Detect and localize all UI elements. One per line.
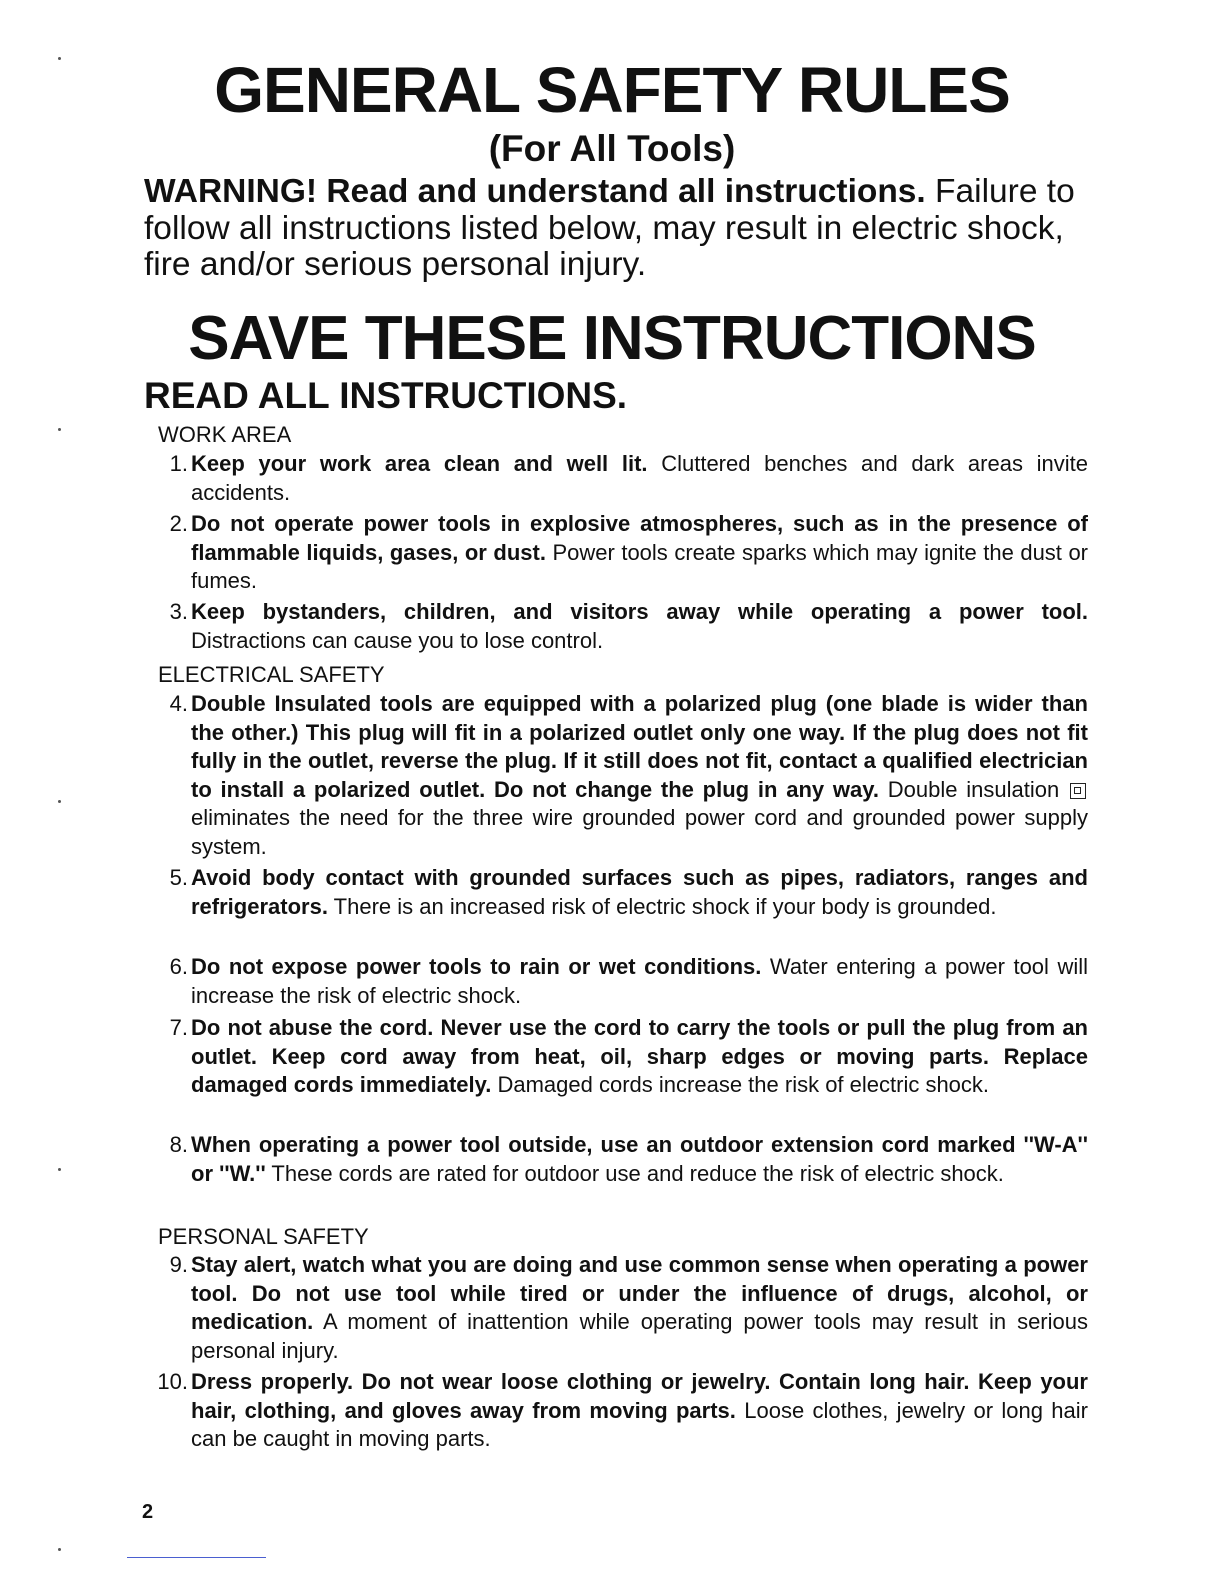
rule-plain-text: There is an increased risk of electric shock if your body is grounded. (327, 893, 997, 919)
rule-plain-text: A moment of inattention while operating power tools may result in serious personal injury. (191, 1309, 1088, 1363)
rule-number: 1. (169, 451, 188, 476)
scan-speck (58, 1548, 61, 1551)
rule-number: 10. (157, 1369, 188, 1394)
rule-text (191, 1251, 1088, 1365)
scan-speck (58, 428, 61, 431)
rule-text (191, 510, 1088, 596)
rule-bold-text: When operating a power tool outside, use an outdoor extension cord marked ''W-A'' or ''W.'' (191, 1132, 1088, 1186)
rule-bold-text: Do not expose power tools to rain or wet conditions. (191, 954, 762, 979)
page-title: GENERAL SAFETY RULES (214, 54, 1010, 126)
rule-bold-text: Dress properly. Do not wear loose clothing or jewelry. Contain long hair. Keep your hair, clothing, and gloves away from moving parts. (191, 1369, 1088, 1423)
warning-paragraph (144, 174, 1089, 284)
double-insulation-icon (1070, 783, 1086, 799)
rule-number: 4. (169, 691, 188, 716)
rule-number: 3. (169, 599, 188, 624)
rule-bold-text: Stay alert, watch what you are doing and use common sense when operating a power tool. Do not use tool while tired or under the influence of drugs, alcohol, or medication. (191, 1252, 1088, 1334)
section-heading-electrical-safety: ELECTRICAL SAFETY (158, 662, 385, 687)
warning-text: Failure to follow all instructions listed below, may result in electric shock, fire and/or serious personal injury. (144, 173, 1075, 283)
rule-plain-text: Power tools create sparks which may ignite the dust or fumes. (191, 539, 1089, 593)
rule-text (191, 450, 1088, 507)
rule-number: 6. (169, 954, 188, 979)
rule-plain-text: Water entering a power tool will increase the risk of electric shock. (191, 954, 1088, 1008)
rule-text (191, 690, 1088, 861)
rule-bold-text: Do not operate power tools in explosive atmospheres, such as in the presence of flammable liquids, gases, or dust. (191, 511, 1088, 565)
rule-bold-text: Double Insulated tools are equipped with a polarized plug (one blade is wider than the other.) This plug will fit in a polarized outlet only one way. If the plug does not fit fully in the outlet, reverse the plug. If it still does not fit, contact a qualified electrician to install a polarized outlet. Do not change the plug in any way. (191, 691, 1088, 802)
section-heading-personal-safety: PERSONAL SAFETY (158, 1224, 369, 1249)
scan-speck (58, 800, 61, 803)
footer-rule (127, 1557, 266, 1558)
rule-plain-text-continued: eliminates the need for the three wire grounded power cord and grounded power supply system. (191, 805, 1088, 859)
scan-speck (58, 1168, 61, 1171)
rule-plain-text: Damaged cords increase the risk of electric shock. (491, 1072, 990, 1097)
scan-speck (58, 57, 61, 60)
rule-number: 9. (169, 1252, 188, 1277)
rule-plain-text: Loose clothes, jewelry or long hair can be caught in moving parts. (191, 1397, 1088, 1451)
rule-bold-text: Keep your work area clean and well lit. (191, 451, 648, 476)
rule-bold-text: Keep bystanders, children, and visitors away while operating a power tool. (191, 599, 1088, 624)
rule-bold-text: Do not abuse the cord. Never use the cord to carry the tools or pull the plug from an outlet. Keep cord away from heat, oil, sharp edges or moving parts. Replace damaged cords immediately. (191, 1015, 1088, 1097)
rule-text (191, 1131, 1088, 1188)
rule-text (191, 953, 1088, 1010)
warning-lead: WARNING! Read and understand all instructions. (144, 173, 926, 210)
page-number: 2 (142, 1501, 154, 1523)
rule-bold-text: Avoid body contact with grounded surfaces such as pipes, radiators, ranges and refrigerators. (191, 865, 1088, 919)
rule-plain-text: Cluttered benches and dark areas invite accidents. (191, 451, 1088, 505)
rule-number: 7. (169, 1015, 188, 1040)
rule-plain-text: These cords are rated for outdoor use and reduce the risk of electric shock. (265, 1160, 1004, 1186)
read-all-heading: READ ALL INSTRUCTIONS. (144, 375, 628, 416)
section-heading-work-area: WORK AREA (158, 422, 292, 447)
rule-number: 8. (169, 1132, 188, 1157)
rule-plain-text: Distractions can cause you to lose control. (191, 627, 604, 653)
save-instructions-heading: SAVE THESE INSTRUCTIONS (188, 304, 1036, 373)
rule-text (191, 864, 1088, 921)
rule-text (191, 1368, 1088, 1454)
rule-number: 2. (169, 511, 188, 536)
page-subtitle: (For All Tools) (488, 128, 736, 169)
rule-text (191, 1014, 1088, 1100)
rule-plain-text: Double insulation (878, 776, 1060, 802)
rule-text (191, 598, 1088, 655)
rule-number: 5. (169, 865, 188, 890)
